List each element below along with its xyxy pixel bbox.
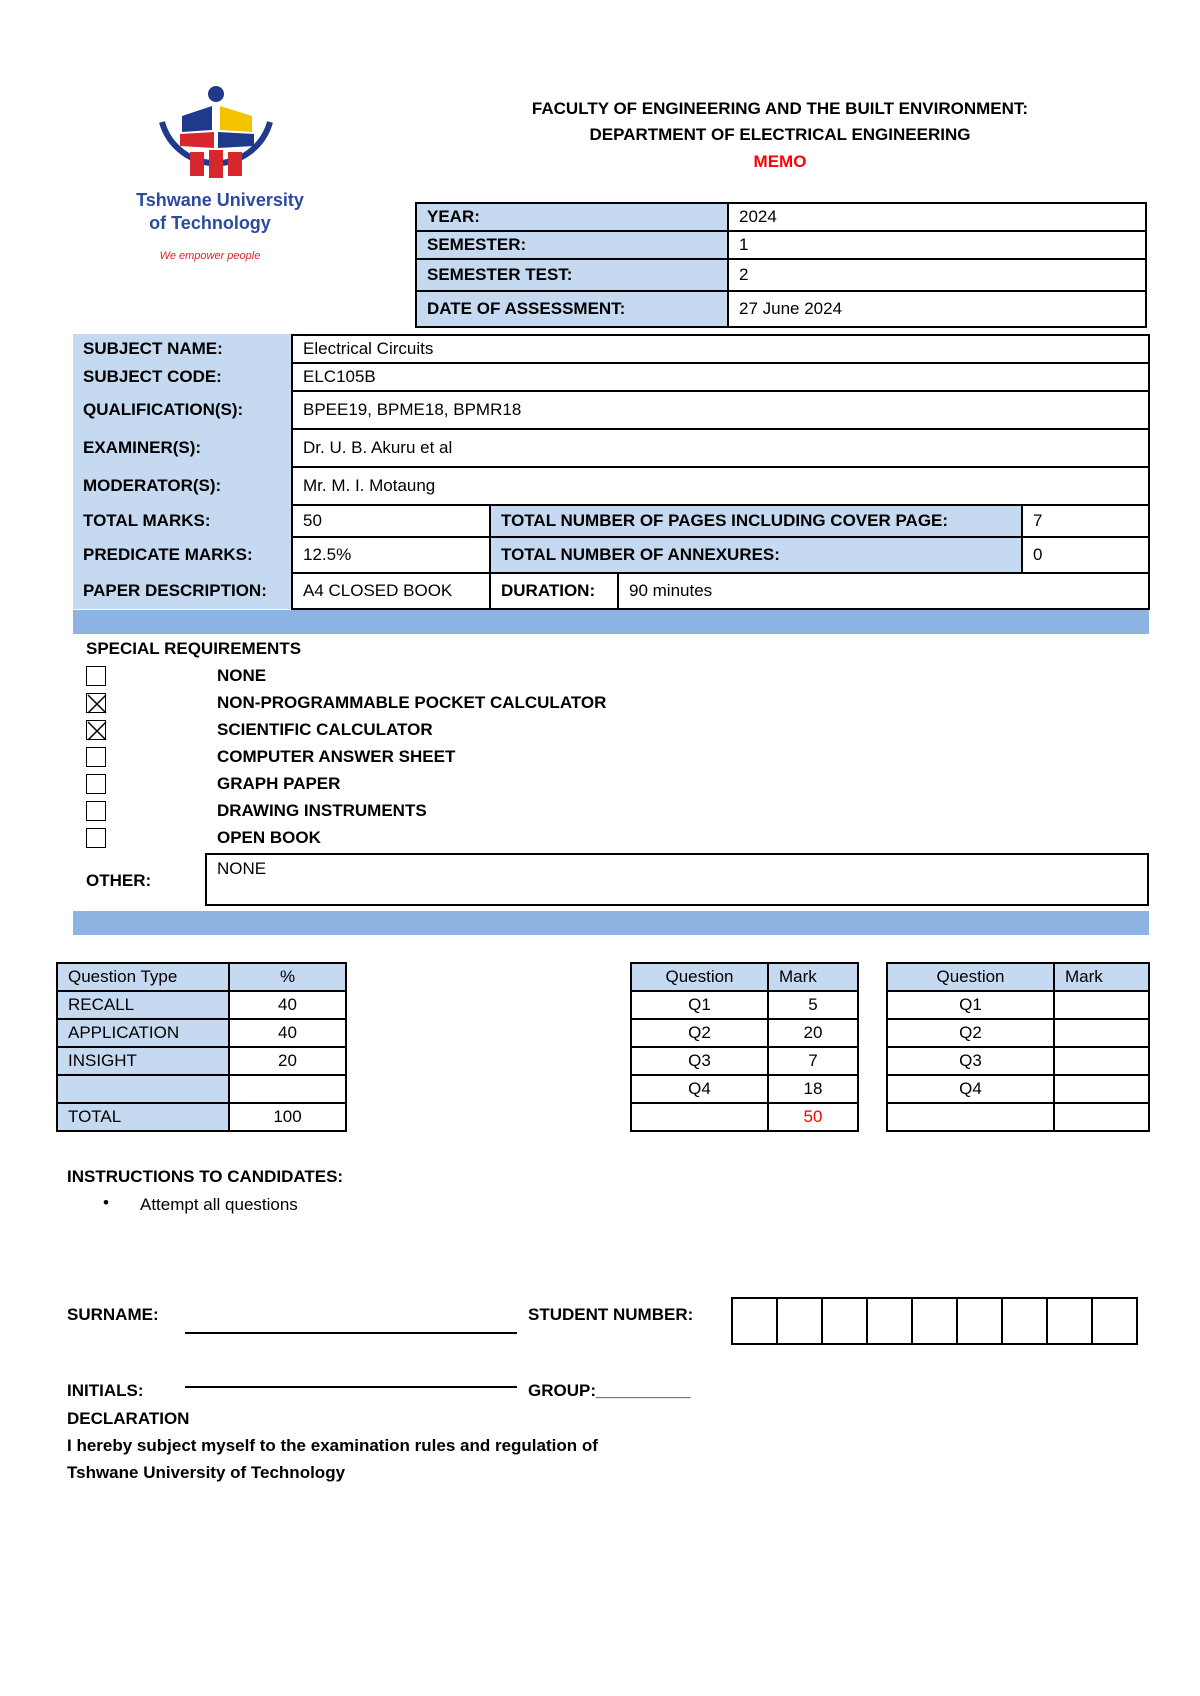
marks-header-question: Question: [631, 963, 768, 991]
total-pages-label: TOTAL NUMBER OF PAGES INCLUDING COVER PAGE:: [490, 505, 1022, 537]
marks-table: [630, 962, 859, 1132]
requirement-row: [86, 798, 427, 824]
qtype-row-value: 40: [229, 1019, 346, 1047]
subject-code-value: ELC105B: [292, 363, 1149, 391]
requirement-label: SCIENTIFIC CALCULATOR: [217, 720, 433, 739]
qtype-row-label: RECALL: [57, 991, 229, 1019]
marks-question: Q1: [631, 991, 768, 1019]
duration-value: 90 minutes: [618, 573, 1149, 609]
other-value: NONE: [217, 859, 267, 878]
student-number-digit-box[interactable]: [867, 1298, 912, 1344]
qtype-row-value: 40: [229, 991, 346, 1019]
qualification-label: QUALIFICATION(S):: [73, 391, 292, 429]
moderator-label: MODERATOR(S):: [73, 467, 292, 505]
requirement-row: [86, 663, 267, 689]
paper-description-value: A4 CLOSED BOOK: [292, 573, 490, 609]
requirement-row: [86, 690, 607, 716]
moderator-value: Mr. M. I. Motaung: [292, 467, 1149, 505]
section-divider: [73, 610, 1149, 634]
group-label: GROUP:__________: [528, 1381, 691, 1400]
date-label: DATE OF ASSESSMENT:: [416, 291, 728, 327]
qtype-row-value: 20: [229, 1047, 346, 1075]
duration-label: DURATION:: [490, 573, 618, 609]
other-box: [205, 853, 1149, 906]
marks-value: 5: [768, 991, 858, 1019]
question-type-table: [56, 962, 347, 1132]
entry-mark-cell[interactable]: [1054, 1019, 1149, 1047]
student-number-label: STUDENT NUMBER:: [528, 1305, 694, 1324]
logo-name-line2: of Technology: [149, 213, 271, 233]
marks-value: 18: [768, 1075, 858, 1103]
university-logo: [120, 82, 320, 272]
examiner-label: EXAMINER(S):: [73, 429, 292, 467]
student-number-digit-box[interactable]: [732, 1298, 777, 1344]
entry-mark-cell[interactable]: [1054, 991, 1149, 1019]
requirement-row: [86, 825, 321, 851]
tut-emblem-icon: [120, 82, 320, 192]
year-value: 2024: [728, 203, 1146, 231]
declaration-line-1: I hereby subject myself to the examination rules and regulation of: [67, 1436, 598, 1455]
instruction-item: Attempt all questions: [140, 1195, 298, 1214]
marks-question: Q2: [631, 1019, 768, 1047]
requirement-label: NONE: [217, 666, 267, 685]
student-number-digit-box[interactable]: [1092, 1298, 1137, 1344]
requirement-row: [86, 744, 456, 770]
requirement-row: [86, 771, 341, 797]
logo-tagline: We empower people: [159, 250, 261, 262]
requirement-label: GRAPH PAPER: [217, 774, 341, 793]
entry-question: Q3: [887, 1047, 1054, 1075]
total-annexures-label: TOTAL NUMBER OF ANNEXURES:: [490, 537, 1022, 573]
total-annexures-value: 0: [1022, 537, 1149, 573]
initials-label: INITIALS:: [67, 1381, 144, 1400]
subject-name-value: Electrical Circuits: [292, 335, 1149, 363]
memo-label: MEMO: [753, 152, 807, 171]
entry-header-question: Question: [887, 963, 1054, 991]
total-marks-value: 50: [292, 505, 490, 537]
student-number-digit-box[interactable]: [777, 1298, 822, 1344]
date-value: 27 June 2024: [728, 291, 1146, 327]
marks-question: Q3: [631, 1047, 768, 1075]
semester-value: 1: [728, 231, 1146, 259]
checkbox-icon[interactable]: [86, 774, 106, 794]
marks-header-mark: Mark: [768, 963, 858, 991]
examiner-value: Dr. U. B. Akuru et al: [292, 429, 1149, 467]
subject-code-label: SUBJECT CODE:: [73, 363, 292, 391]
logo-name-line1: Tshwane University: [136, 190, 304, 210]
semester-test-label: SEMESTER TEST:: [416, 259, 728, 291]
section-divider-2: [73, 911, 1149, 935]
department-title: DEPARTMENT OF ELECTRICAL ENGINEERING: [589, 125, 971, 144]
initials-line[interactable]: [185, 1386, 517, 1388]
marks-total: 50: [768, 1103, 858, 1131]
other-label: OTHER:: [86, 871, 152, 890]
total-marks-label: TOTAL MARKS:: [73, 505, 292, 537]
instructions-title: INSTRUCTIONS TO CANDIDATES:: [67, 1167, 344, 1186]
declaration-line-2: Tshwane University of Technology: [67, 1463, 346, 1482]
checkbox-icon[interactable]: [86, 666, 106, 686]
qtype-header-percent: %: [229, 963, 346, 991]
requirement-label: NON-PROGRAMMABLE POCKET CALCULATOR: [217, 693, 607, 712]
semester-label: SEMESTER:: [416, 231, 728, 259]
marks-entry-table: [886, 962, 1150, 1132]
student-number-digit-box[interactable]: [1002, 1298, 1047, 1344]
qtype-row-label: APPLICATION: [57, 1019, 229, 1047]
qtype-header-type: Question Type: [57, 963, 229, 991]
semester-test-value: 2: [728, 259, 1146, 291]
requirement-row: [86, 717, 433, 743]
qtype-total-value: 100: [229, 1103, 346, 1131]
instruction-bullet-icon: •: [103, 1193, 109, 1212]
entry-total-label-cell: [887, 1103, 1054, 1131]
entry-question: Q4: [887, 1075, 1054, 1103]
marks-question: Q4: [631, 1075, 768, 1103]
student-number-digit-box[interactable]: [1047, 1298, 1092, 1344]
declaration-title: DECLARATION: [67, 1409, 190, 1428]
qtype-row-value: [229, 1075, 346, 1103]
checked-box-icon[interactable]: [86, 720, 106, 740]
requirement-label: OPEN BOOK: [217, 828, 321, 847]
subject-name-label: SUBJECT NAME:: [73, 335, 292, 363]
surname-line[interactable]: [185, 1332, 517, 1334]
qtype-total-label: TOTAL: [57, 1103, 229, 1131]
paper-description-label: PAPER DESCRIPTION:: [73, 573, 292, 609]
student-number-digit-box[interactable]: [912, 1298, 957, 1344]
entry-header-mark: Mark: [1054, 963, 1149, 991]
surname-label: SURNAME:: [67, 1305, 159, 1324]
checkbox-icon[interactable]: [86, 828, 106, 848]
entry-mark-cell[interactable]: [1054, 1047, 1149, 1075]
requirement-label: DRAWING INSTRUMENTS: [217, 801, 427, 820]
qualification-value: BPEE19, BPME18, BPMR18: [292, 391, 1149, 429]
faculty-title: FACULTY OF ENGINEERING AND THE BUILT ENVIRONMENT:: [531, 99, 1029, 118]
entry-question: Q2: [887, 1019, 1054, 1047]
checkbox-icon[interactable]: [86, 747, 106, 767]
predicate-marks-label: PREDICATE MARKS:: [73, 537, 292, 573]
student-number-digit-box[interactable]: [822, 1298, 867, 1344]
marks-value: 20: [768, 1019, 858, 1047]
qtype-row-label: INSIGHT: [57, 1047, 229, 1075]
entry-question: Q1: [887, 991, 1054, 1019]
year-label: YEAR:: [416, 203, 728, 231]
entry-mark-cell[interactable]: [1054, 1075, 1149, 1103]
subject-table: [73, 334, 1150, 610]
marks-value: 7: [768, 1047, 858, 1075]
qtype-row-label: [57, 1075, 229, 1103]
predicate-marks-value: 12.5%: [292, 537, 490, 573]
entry-total-cell[interactable]: [1054, 1103, 1149, 1131]
checkbox-icon[interactable]: [86, 801, 106, 821]
requirement-label: COMPUTER ANSWER SHEET: [217, 747, 456, 766]
special-requirements-title: SPECIAL REQUIREMENTS: [86, 639, 302, 658]
student-number-digit-box[interactable]: [957, 1298, 1002, 1344]
total-pages-value: 7: [1022, 505, 1149, 537]
student-number-boxes[interactable]: [731, 1297, 1138, 1345]
assessment-table: [415, 202, 1147, 328]
checked-box-icon[interactable]: [86, 693, 106, 713]
